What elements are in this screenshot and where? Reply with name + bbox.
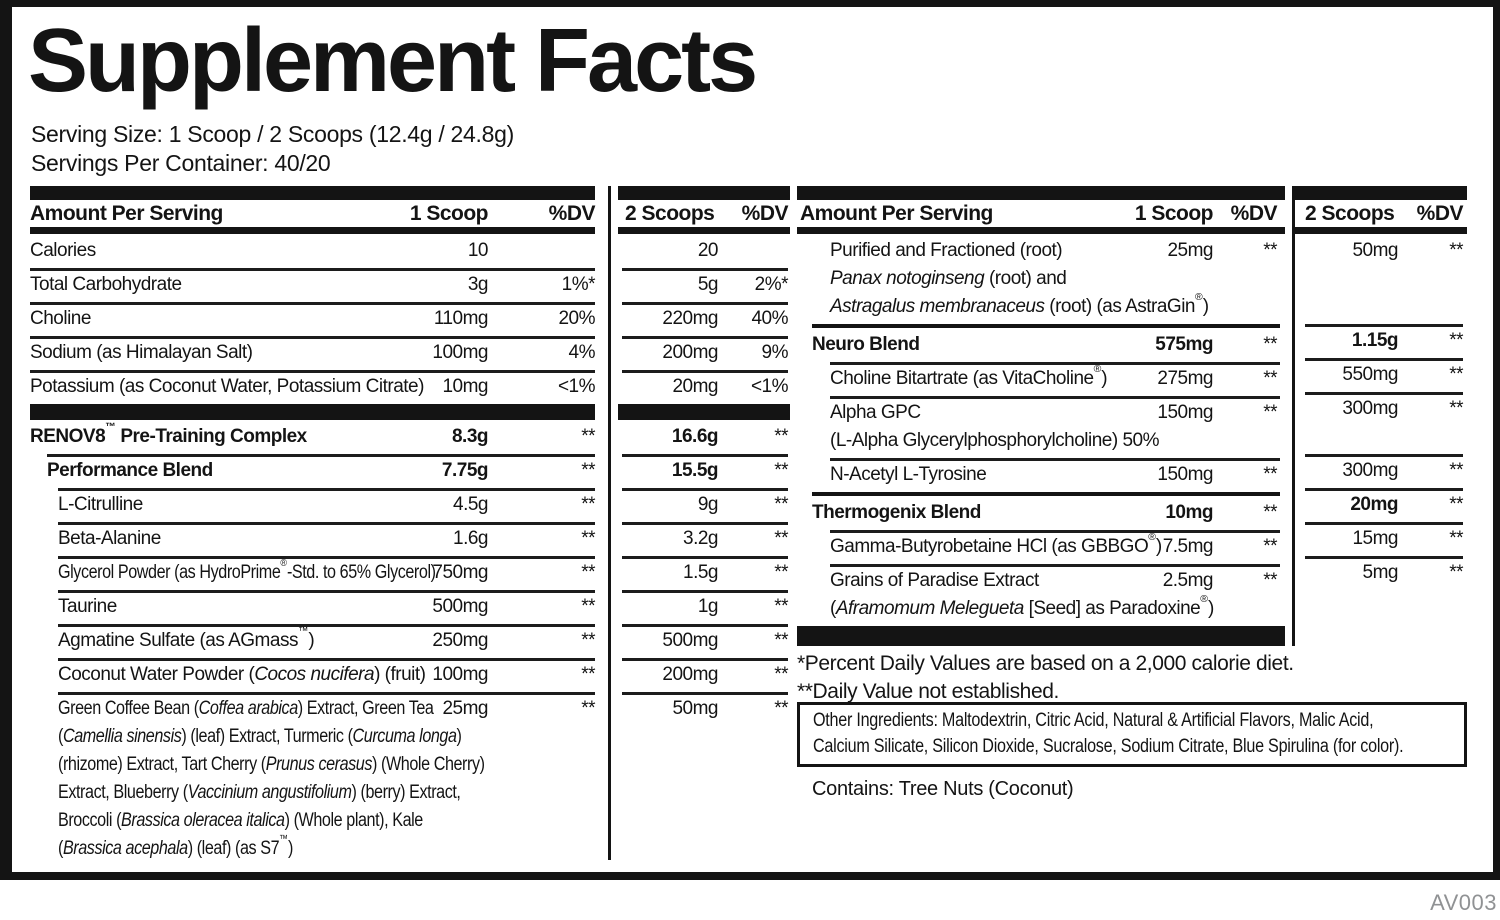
fact-row <box>30 234 595 268</box>
fact-row <box>618 234 790 268</box>
ingredient-label: Green Coffee Bean (Coffea arabica) Extract, Green Tea (Camellia sinensis) (leaf) Extract, Turmeric (Curcuma longa) (rhizome) Extract, Tart Cherry (Prunus cerasus) (Whole Cherry) Extract, Blueberry (Vaccinium angustifolium) (berry) Extract, Broccoli (Brassica oleracea italica) (Whole plant), Kale (Brassica acephala) (leaf) (as S7™) <box>58 698 485 859</box>
header-dv-column: %DV <box>1230 202 1277 225</box>
amount-1-scoop: 10 <box>467 240 488 261</box>
dv-1-scoop: 4% <box>568 342 595 363</box>
ingredient-label: Sodium (as Himalayan Salt) <box>30 342 253 363</box>
left-middle-divider <box>608 186 611 860</box>
header-amount-column: Amount Per Serving <box>800 202 993 225</box>
dv-2-scoops: ** <box>774 528 788 549</box>
ingredient-label: L-Citrulline <box>58 494 143 515</box>
dv-1-scoop: ** <box>1263 502 1277 523</box>
fact-row <box>30 590 595 624</box>
amount-2-scoops: 50mg <box>1352 240 1398 261</box>
fact-row <box>30 420 595 454</box>
amount-2-scoops: 5mg <box>1362 562 1398 583</box>
fact-row <box>618 658 790 692</box>
amount-2-scoops: 20mg <box>1350 494 1398 515</box>
header-dv-column: %DV <box>548 202 595 225</box>
dv-1-scoop: ** <box>1263 368 1277 389</box>
column-header-row <box>1295 200 1467 227</box>
header-scoop-column: 1 Scoop <box>409 202 488 225</box>
amount-1-scoop: 500mg <box>432 596 488 617</box>
amount-2-scoops: 20mg <box>672 376 718 397</box>
dv-1-scoop: ** <box>581 562 595 583</box>
dv-1-scoop: ** <box>581 460 595 481</box>
dv-2-scoops: ** <box>774 596 788 617</box>
fact-row <box>30 658 595 692</box>
amount-1-scoop: 1.6g <box>453 528 488 549</box>
fact-row <box>1295 454 1467 488</box>
dv-2-scoops: ** <box>1449 364 1463 385</box>
ingredient-label: Neuro Blend <box>812 334 920 355</box>
row-separator <box>58 590 595 593</box>
other-ingredients-line-2: Calcium Silicate, Silicon Dioxide, Sucralose, Sodium Citrate, Blue Spirulina (for color). <box>813 736 1404 757</box>
amount-2-scoops: 50mg <box>672 698 718 719</box>
ingredient-label: Total Carbohydrate <box>30 274 182 295</box>
dv-1-scoop: ** <box>581 426 595 447</box>
ingredient-label: Glycerol Powder (as HydroPrime®-Std. to 65% Glycerol) <box>58 557 436 583</box>
ingredient-label: Choline Bitartrate (as VitaCholine®) <box>830 363 1108 389</box>
fact-row <box>797 530 1285 564</box>
column-header-bar <box>30 186 595 200</box>
dv-2-scoops: 9% <box>761 342 788 363</box>
facts-table-2-scoops <box>618 186 790 866</box>
header-dv-column: %DV <box>741 202 788 225</box>
fact-row <box>618 624 790 658</box>
column-header-bar <box>1295 186 1467 200</box>
amount-1-scoop: 10mg <box>1165 502 1213 523</box>
header-underline-bar <box>30 227 595 234</box>
amount-2-scoops: 1.15g <box>1351 330 1398 351</box>
ingredient-label: Alpha GPC (L-Alpha Glycerylphosphorylcholine) 50% <box>830 402 1160 451</box>
dv-2-scoops: ** <box>774 698 788 719</box>
table-bottom-bar <box>797 626 1285 646</box>
dv-1-scoop: ** <box>1263 334 1277 355</box>
facts-table-right-1-scoop <box>797 186 1285 646</box>
fact-row <box>1295 234 1467 324</box>
amount-2-scoops: 1g <box>697 596 718 617</box>
fact-row <box>1295 522 1467 556</box>
amount-2-scoops: 300mg <box>1342 398 1398 419</box>
ingredient-label: Purified and Fractioned (root) Panax notoginseng (root) and Astragalus membranaceus (root) (as AstraGin®) <box>830 240 1209 317</box>
fact-row <box>1295 488 1467 522</box>
header-amount-column: 2 Scoops <box>1305 202 1395 225</box>
amount-1-scoop: 275mg <box>1157 368 1213 389</box>
fact-row <box>1295 392 1467 454</box>
amount-2-scoops: 550mg <box>1342 364 1398 385</box>
dv-2-scoops: 2%* <box>754 274 788 295</box>
dv-2-scoops: ** <box>1449 460 1463 481</box>
dv-2-scoops: ** <box>1449 528 1463 549</box>
amount-1-scoop: 8.3g <box>451 426 488 447</box>
fact-row <box>1295 324 1467 358</box>
fact-row <box>797 396 1285 458</box>
header-amount-column: Amount Per Serving <box>30 202 223 225</box>
amount-2-scoops: 3.2g <box>683 528 718 549</box>
fact-row <box>797 234 1285 324</box>
dv-2-scoops: ** <box>774 494 788 515</box>
amount-1-scoop: 25mg <box>442 698 488 719</box>
amount-1-scoop: 7.5mg <box>1162 536 1213 557</box>
ingredient-label: Beta-Alanine <box>58 528 161 549</box>
dv-2-scoops: ** <box>1449 330 1463 351</box>
amount-1-scoop: 25mg <box>1167 240 1213 261</box>
column-header-bar <box>618 186 790 200</box>
ingredient-label: Potassium (as Coconut Water, Potassium Citrate) <box>30 376 424 397</box>
other-ingredients-line-1: Other Ingredients: Maltodextrin, Citric Acid, Natural & Artificial Flavors, Malic Acid, <box>813 710 1374 731</box>
fact-row <box>797 496 1285 530</box>
fact-row <box>618 336 790 370</box>
fact-row <box>618 268 790 302</box>
footnote-daily-values: *Percent Daily Values are based on a 2,000 calorie diet. <box>797 652 1294 675</box>
ingredient-label: Agmatine Sulfate (as AGmass™) <box>58 625 315 651</box>
row-separator <box>30 302 595 305</box>
dv-1-scoop: ** <box>581 698 595 719</box>
amount-1-scoop: 10mg <box>442 376 488 397</box>
dv-1-scoop: ** <box>581 664 595 685</box>
amount-1-scoop: 100mg <box>432 342 488 363</box>
dv-1-scoop: ** <box>1263 240 1277 261</box>
frame-right-bar <box>1493 0 1500 880</box>
fact-row <box>618 488 790 522</box>
dv-2-scoops: <1% <box>750 376 788 397</box>
ingredient-label: N-Acetyl L-Tyrosine <box>830 464 987 485</box>
fact-row <box>618 556 790 590</box>
amount-1-scoop: 750mg <box>432 562 488 583</box>
servings-per-container-line: Servings Per Container: 40/20 <box>31 150 331 176</box>
allergen-contains-line: Contains: Tree Nuts (Coconut) <box>812 778 1074 800</box>
facts-table-right-2-scoops <box>1295 186 1467 618</box>
amount-1-scoop: 3g <box>467 274 488 295</box>
amount-2-scoops: 20 <box>697 240 718 261</box>
amount-2-scoops: 9g <box>697 494 718 515</box>
dv-1-scoop: ** <box>1263 570 1277 591</box>
fact-row <box>618 522 790 556</box>
ingredient-label: Calories <box>30 240 96 261</box>
ingredient-label: Gamma-Butyrobetaine HCl (as GBBGO®) <box>830 531 1162 557</box>
amount-1-scoop: 100mg <box>432 664 488 685</box>
dv-2-scoops: ** <box>774 630 788 651</box>
amount-2-scoops: 15.5g <box>671 460 718 481</box>
facts-table-1-scoop <box>30 186 595 866</box>
amount-2-scoops: 300mg <box>1342 460 1398 481</box>
fact-row <box>30 370 595 404</box>
dv-2-scoops: ** <box>774 664 788 685</box>
amount-1-scoop: 150mg <box>1157 402 1213 423</box>
header-scoop-column: 1 Scoop <box>1134 202 1213 225</box>
column-header-bar <box>797 186 1285 200</box>
dv-2-scoops: ** <box>1449 494 1463 515</box>
fact-row <box>618 302 790 336</box>
fact-row <box>30 556 595 590</box>
fact-row <box>618 370 790 404</box>
label-code: AV003 <box>1430 890 1497 915</box>
header-underline-bar <box>1295 227 1467 234</box>
amount-1-scoop: 575mg <box>1155 334 1213 355</box>
header-dv-column: %DV <box>1416 202 1463 225</box>
fact-row <box>30 488 595 522</box>
amount-1-scoop: 4.5g <box>453 494 488 515</box>
dv-1-scoop: ** <box>581 528 595 549</box>
header-underline-bar <box>618 227 790 234</box>
dv-1-scoop: 1%* <box>561 274 595 295</box>
header-amount-column: 2 Scoops <box>625 202 715 225</box>
dv-2-scoops: ** <box>1449 562 1463 583</box>
dv-1-scoop: ** <box>581 494 595 515</box>
dv-2-scoops: ** <box>1449 398 1463 419</box>
fact-row <box>30 692 595 866</box>
amount-2-scoops: 200mg <box>662 664 718 685</box>
ingredient-label: Coconut Water Powder (Cocos nucifera) (fruit) <box>58 664 426 685</box>
amount-2-scoops: 500mg <box>662 630 718 651</box>
fact-row <box>1295 556 1467 618</box>
amount-2-scoops: 1.5g <box>683 562 718 583</box>
fact-row <box>797 362 1285 396</box>
amount-2-scoops: 15mg <box>1352 528 1398 549</box>
fact-row <box>30 268 595 302</box>
dv-1-scoop: ** <box>581 630 595 651</box>
frame-left-bar <box>0 0 12 880</box>
dv-1-scoop: ** <box>1263 536 1277 557</box>
dv-2-scoops: 40% <box>751 308 788 329</box>
fact-row <box>797 564 1285 626</box>
serving-info <box>31 120 514 178</box>
dv-1-scoop: <1% <box>557 376 595 397</box>
dv-2-scoops: ** <box>774 562 788 583</box>
fact-row <box>618 692 790 866</box>
fact-row <box>618 590 790 624</box>
fact-row <box>30 522 595 556</box>
column-header-row <box>797 200 1285 227</box>
ingredient-label: Taurine <box>58 596 117 617</box>
amount-2-scoops: 200mg <box>662 342 718 363</box>
dv-2-scoops: ** <box>774 460 788 481</box>
serving-size-line: Serving Size: 1 Scoop / 2 Scoops (12.4g / 24.8g) <box>31 121 514 147</box>
amount-2-scoops: 220mg <box>662 308 718 329</box>
ingredient-label: Choline <box>30 308 91 329</box>
fact-row <box>30 336 595 370</box>
dv-1-scoop: ** <box>1263 402 1277 423</box>
amount-1-scoop: 110mg <box>433 308 488 329</box>
frame-top-bar <box>0 0 1500 7</box>
fact-row <box>30 302 595 336</box>
other-ingredients-box <box>797 702 1467 767</box>
fact-row <box>30 624 595 658</box>
dv-1-scoop: ** <box>581 596 595 617</box>
column-header-row <box>618 200 790 227</box>
ingredient-label: Grains of Paradise Extract (Aframomum Melegueta [Seed] as Paradoxine®) <box>830 570 1214 619</box>
amount-1-scoop: 150mg <box>1157 464 1213 485</box>
amount-1-scoop: 250mg <box>432 630 488 651</box>
ingredient-label: RENOV8™ Pre-Training Complex <box>30 421 307 447</box>
column-header-row <box>30 200 595 227</box>
section-divider-bar <box>30 404 595 420</box>
fact-row <box>30 454 595 488</box>
footnotes <box>797 650 1294 706</box>
dv-2-scoops: ** <box>774 426 788 447</box>
dv-1-scoop: 20% <box>558 308 595 329</box>
fact-row <box>797 458 1285 492</box>
fact-row <box>1295 358 1467 392</box>
fact-row <box>618 420 790 454</box>
dv-2-scoops: ** <box>1449 240 1463 261</box>
amount-2-scoops: 5g <box>697 274 718 295</box>
frame-bottom-bar <box>0 872 1500 880</box>
page-title: Supplement Facts <box>28 11 756 111</box>
header-underline-bar <box>797 227 1285 234</box>
fact-row <box>618 454 790 488</box>
amount-1-scoop: 7.75g <box>441 460 488 481</box>
amount-2-scoops: 16.6g <box>671 426 718 447</box>
amount-1-scoop: 2.5mg <box>1162 570 1213 591</box>
ingredient-label: Performance Blend <box>47 460 213 481</box>
dv-1-scoop: ** <box>1263 464 1277 485</box>
footnote-not-established: **Daily Value not established. <box>797 680 1059 703</box>
section-divider-bar <box>618 404 790 420</box>
fact-row <box>797 328 1285 362</box>
ingredient-label: Thermogenix Blend <box>812 502 981 523</box>
